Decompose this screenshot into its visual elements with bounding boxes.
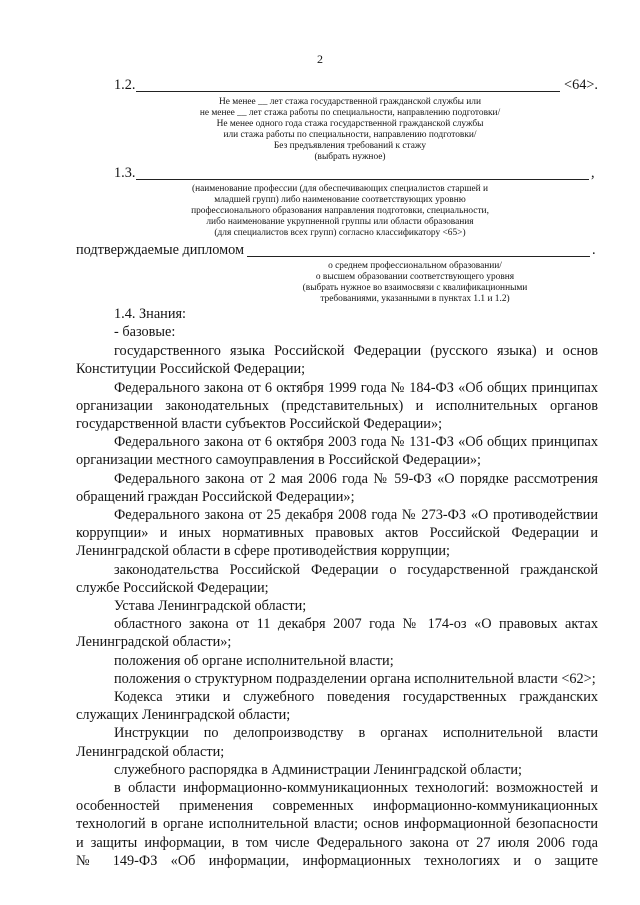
item-1-2-note-5: Без предъявления требований к стажу [273,141,427,151]
knowledge-line-28: и защиты информации, в том числе Федерального закона от 27 июля 2006 года [76,835,598,851]
diploma-note-4: требованиями, указанными в пунктах 1.1 и 1.2) [320,294,510,304]
knowledge-line-2: Конституции Российской Федерации; [76,361,306,377]
knowledge-heading: 1.4. Знания: [114,306,187,322]
diploma-blank [247,256,590,257]
diploma-note-3: (выбрать нужное во взаимосвязи с квалификационными [302,283,528,293]
knowledge-line-19: положения о структурном подразделении органа исполнительной власти <62>; [114,671,596,687]
item-1-3-suffix: , [591,165,595,181]
knowledge-line-1: государственного языка Российской Федерации (русского языка) и основ [114,343,598,359]
knowledge-subheading: - базовые: [114,324,176,340]
knowledge-line-10: Федерального закона от 25 декабря 2008 года № 273-ФЗ «О противодействии [114,507,598,523]
knowledge-line-14: службе Российской Федерации; [76,580,269,596]
item-1-2-note-3: Не менее одного года стажа государственной гражданской службы [216,119,484,129]
knowledge-line-3: Федерального закона от 6 октября 1999 года № 184-ФЗ «Об общих принципах [114,380,598,396]
item-1-3-label: 1.3. [114,165,136,181]
item-1-3-note-5: (для специалистов всех групп) согласно классификатору <65>) [214,228,466,238]
item-1-2-note-1: Не менее __ лет стажа государственной гражданской службы или [218,97,481,107]
knowledge-line-27: технологий в органе исполнительной власти; основ информационной безопасности [76,816,598,832]
item-1-3-blank [136,179,589,180]
knowledge-line-20: Кодекса этики и служебного поведения государственных гражданских [114,689,598,705]
knowledge-line-25: в области информационно-коммуникационных технологий: возможностей и [114,780,598,796]
diploma-note-2: о высшем образовании соответствующего уровня [315,272,515,282]
knowledge-line-6: Федерального закона от 6 октября 2003 года № 131-ФЗ «Об общих принципах [114,434,598,450]
item-1-3-note-2: младшей групп) либо наименование соответствующих уровню [214,195,466,205]
item-1-2-note-4: или стажа работы по специальности, направлению подготовки/ [223,130,477,140]
item-1-3-note-4: либо наименование укрупненной группы или области образования [206,217,474,227]
diploma-label: подтверждаемые дипломом [76,242,245,258]
knowledge-line-24: служебного распорядка в Администрации Ленинградской области; [114,762,523,778]
item-1-2-note-2: не менее __ лет стажа работы по специальности, направлению подготовки/ [199,108,501,118]
knowledge-line-17: Ленинградской области»; [76,634,232,650]
knowledge-line-7: организации местного самоуправления в Российской Федерации»; [76,452,482,468]
knowledge-line-15: Устава Ленинградской области; [114,598,307,614]
item-1-2-blank [136,91,560,92]
knowledge-line-16: областного закона от 11 декабря 2007 года № 174-оз «О правовых актах [114,616,598,632]
item-1-2-note-6: (выбрать нужное) [314,152,386,162]
item-1-3-note-1: (наименование профессии (для обеспечивающих специалистов старшей и [191,184,489,194]
knowledge-line-18: положения об органе исполнительной власти; [114,653,394,669]
item-1-2-suffix: <64>. [564,77,598,93]
diploma-suffix: . [592,242,596,258]
knowledge-line-5: государственной власти субъектов Российской Федерации»; [76,416,443,432]
knowledge-line-13: законодательства Российской Федерации о государственной гражданской [114,562,598,578]
diploma-note-1: о среднем профессиональном образовании/ [328,261,502,271]
knowledge-line-26: особенностей применения современных информационно-коммуникационных [76,798,598,814]
knowledge-line-21: служащих Ленинградской области; [76,707,291,723]
knowledge-line-8: Федерального закона от 2 мая 2006 года № 59-ФЗ «О порядке рассмотрения [114,471,598,487]
knowledge-line-22: Инструкции по делопроизводству в органах исполнительной власти [114,725,598,741]
page-number: 2 [317,52,323,66]
knowledge-line-11: коррупции» и иных нормативных правовых актов Российской Федерации и [76,525,598,541]
knowledge-line-12: Ленинградской области в сфере противодействия коррупции; [76,543,451,559]
item-1-2-label: 1.2. [114,77,136,93]
knowledge-line-4: организации законодательных (представительных) и исполнительных органов [76,398,598,414]
knowledge-line-9: обращений граждан Российской Федерации»; [76,489,355,505]
knowledge-line-23: Ленинградской области; [76,744,225,760]
knowledge-line-29: № 149-ФЗ «Об информации, информационных технологиях и о защите [76,853,598,869]
item-1-3-note-3: профессионального образования направления подготовки, специальности, [191,206,489,216]
